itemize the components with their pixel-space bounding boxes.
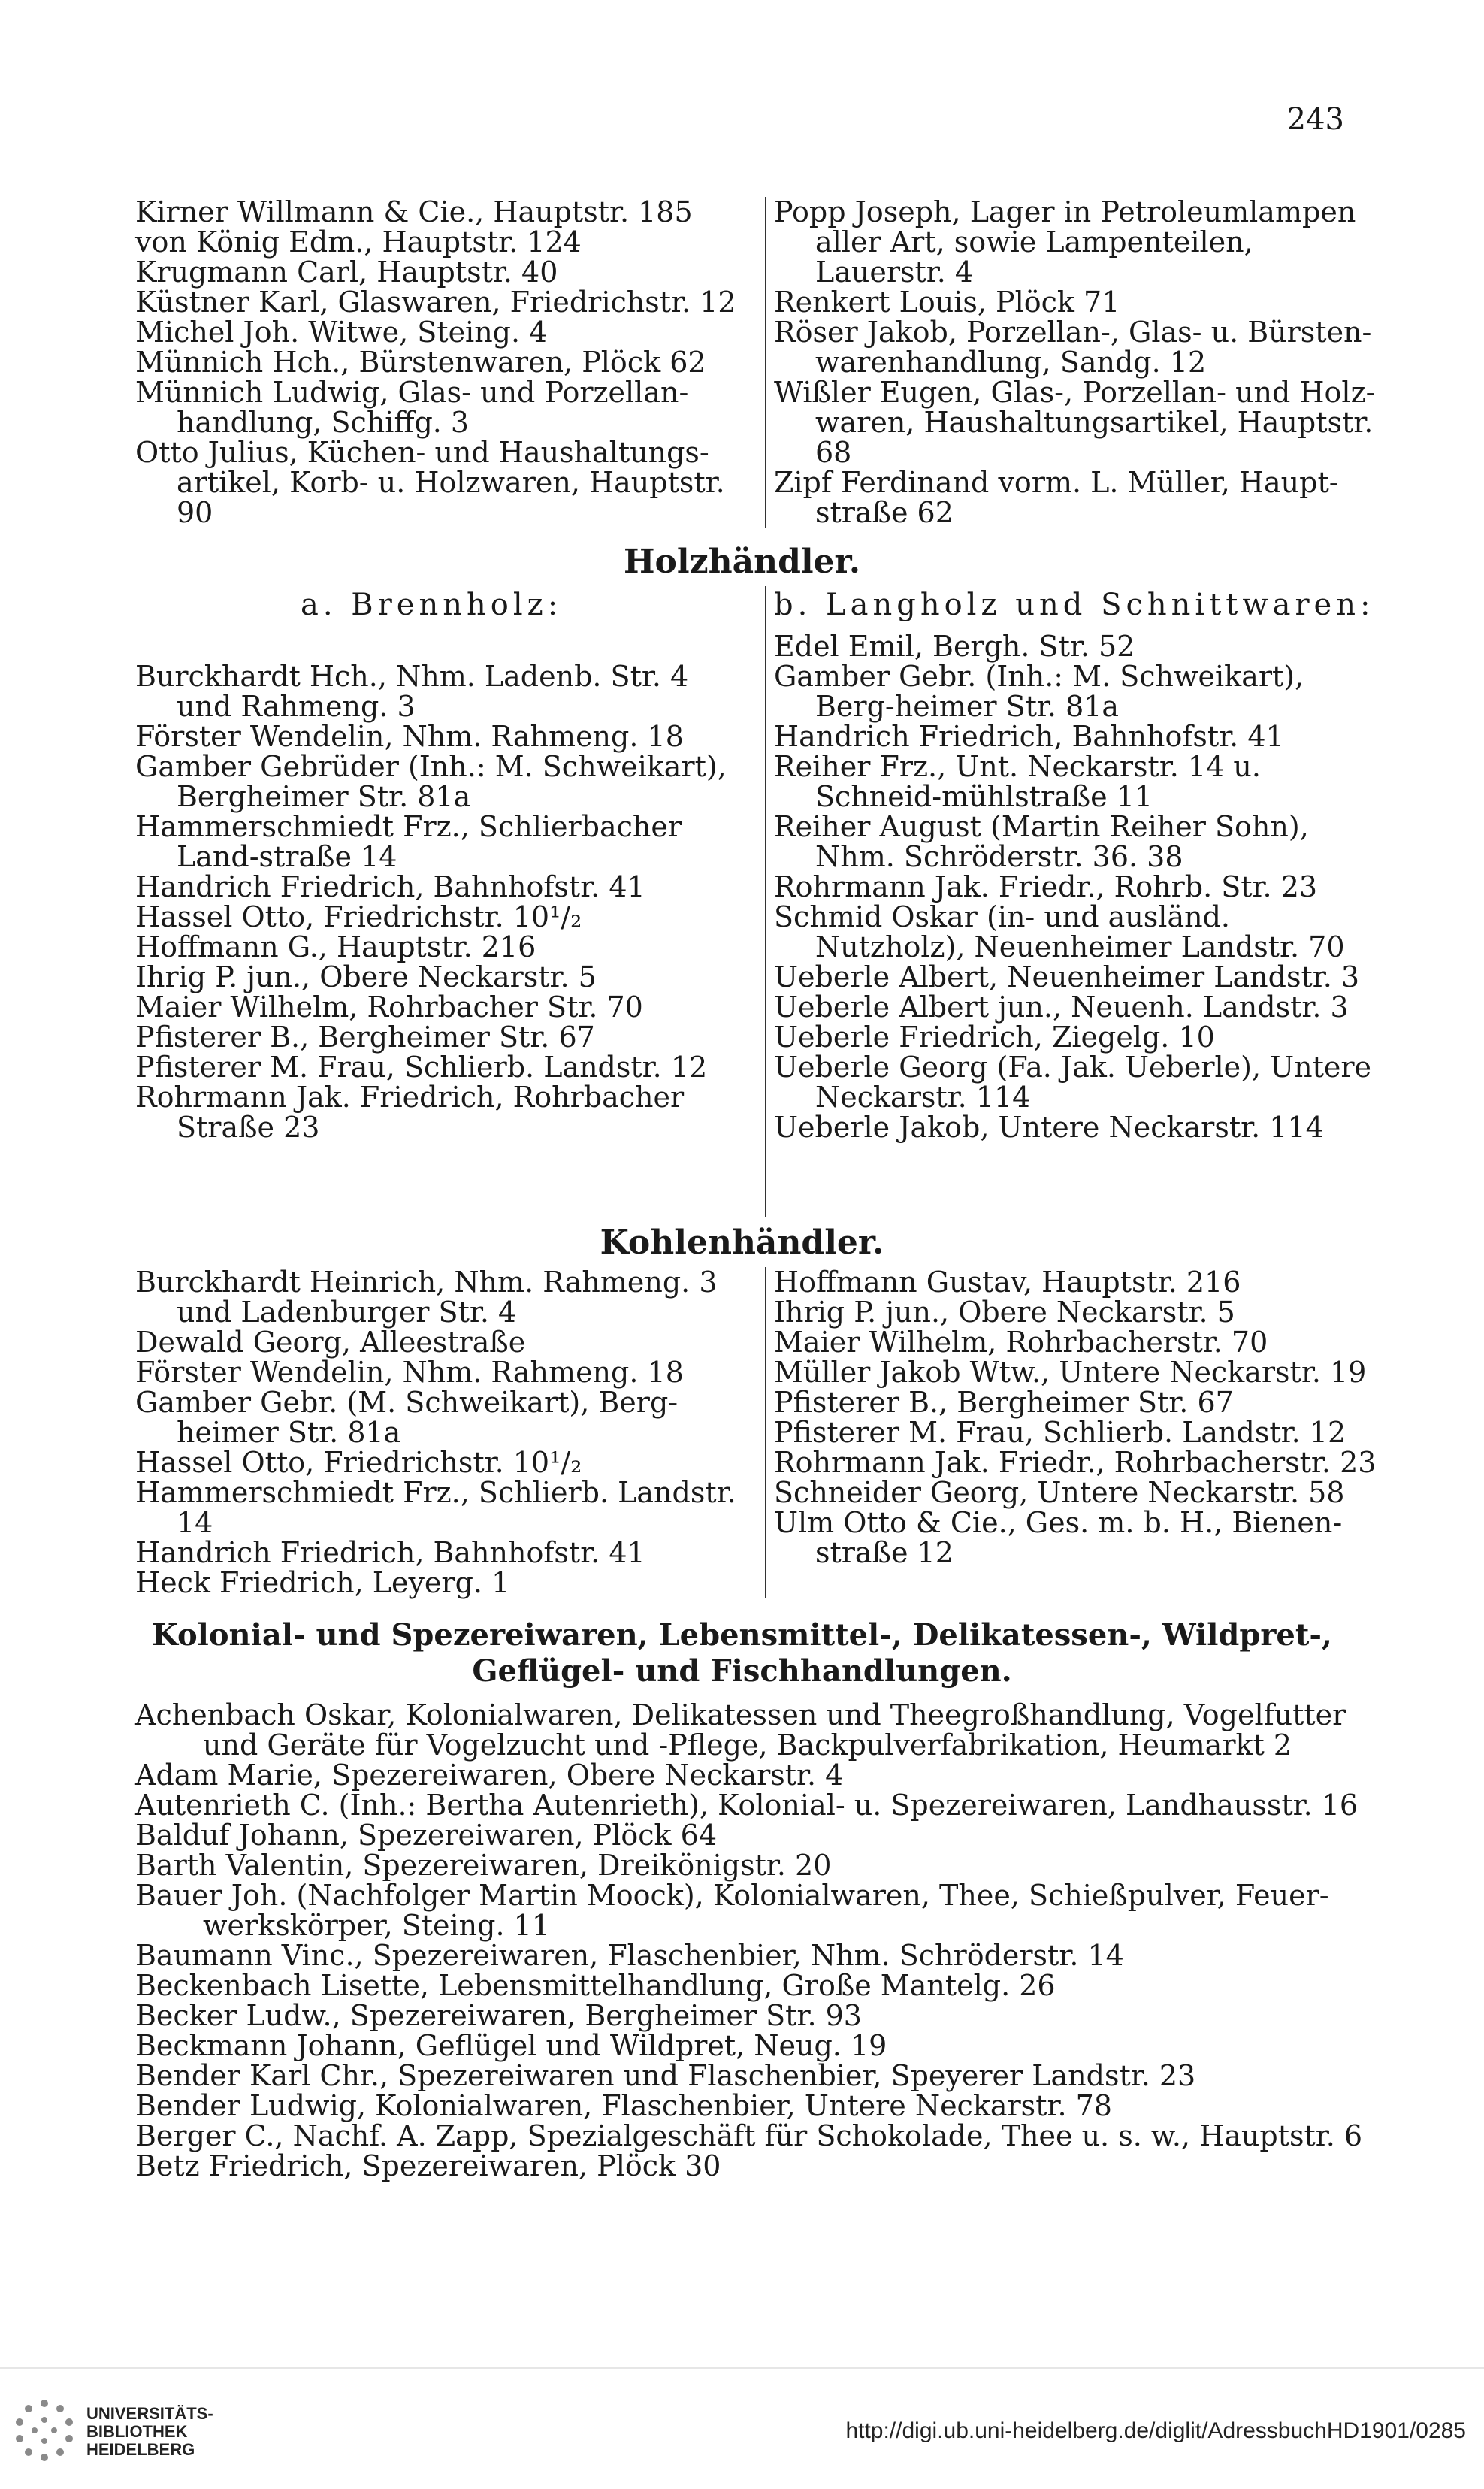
directory-entry: Ueberle Friedrich, Ziegelg. 10 (774, 1021, 1215, 1054)
directory-entry: Hoffmann Gustav, Hauptstr. 216 (774, 1266, 1241, 1299)
directory-entry: Ueberle Jakob, Untere Neckarstr. 114 (774, 1111, 1324, 1144)
library-logo-text (86, 2405, 213, 2459)
directory-entry: Barth Valentin, Spezereiwaren, Dreikönigstr. 20 (135, 1849, 832, 1882)
directory-entry: Renkert Louis, Plöck 71 (774, 286, 1120, 319)
directory-entry: Reiher August (Martin Reiher Sohn), Nhm. Schröderstr. 36. 38 (774, 810, 1309, 873)
section-heading-kohlenhaendler: Kohlenhändler. (600, 1223, 884, 1262)
directory-entry: Küstner Karl, Glaswaren, Friedrichstr. 12 (135, 286, 736, 319)
directory-entry: Beckmann Johann, Geflügel und Wildpret, Neug. 19 (135, 2029, 887, 2062)
directory-entry: Popp Joseph, Lager in Petroleumlampen aller Art, sowie Lampenteilen, Lauerstr. 4 (774, 195, 1356, 289)
directory-entry: Pfisterer B., Bergheimer Str. 67 (135, 1021, 595, 1054)
column-divider (765, 1267, 766, 1598)
directory-entry: Rohrmann Jak. Friedrich, Rohrbacher Straße 23 (135, 1081, 685, 1144)
directory-entry: Baumann Vinc., Spezereiwaren, Flaschenbier, Nhm. Schröderstr. 14 (135, 1939, 1124, 1972)
directory-entry: Pfisterer M. Frau, Schlierb. Landstr. 12 (135, 1051, 708, 1084)
directory-entry: Hassel Otto, Friedrichstr. 10¹/₂ (135, 1446, 582, 1479)
directory-entry: Adam Marie, Spezereiwaren, Obere Neckarstr. 4 (135, 1759, 844, 1792)
subheading-brennholz: a. Brennholz: (301, 588, 563, 622)
directory-entry: Gamber Gebrüder (Inh.: M. Schweikart), Bergheimer Str. 81a (135, 750, 727, 813)
footer-divider (0, 2367, 1484, 2369)
top-left-column (135, 197, 751, 528)
directory-entry: Pfisterer M. Frau, Schlierb. Landstr. 12 (774, 1416, 1346, 1449)
directory-entry: Bender Karl Chr., Spezereiwaren und Flaschenbier, Speyerer Landstr. 23 (135, 2059, 1196, 2092)
page-number: 243 (1286, 102, 1344, 137)
directory-entry: Bender Ludwig, Kolonialwaren, Flaschenbier, Untere Neckarstr. 78 (135, 2089, 1112, 2122)
directory-entry: Wißler Eugen, Glas-, Porzellan- und Holz-waren, Haushaltungsartikel, Hauptstr. 68 (774, 376, 1376, 469)
directory-entry: Gamber Gebr. (M. Schweikart), Berg-heimer Str. 81a (135, 1386, 679, 1449)
directory-entry: Becker Ludw., Spezereiwaren, Bergheimer Str. 93 (135, 1999, 862, 2032)
directory-entry: Münnich Ludwig, Glas- und Porzellan-handlung, Schiffg. 3 (135, 376, 689, 439)
top-right-column (774, 197, 1383, 528)
directory-entry: Schneider Georg, Untere Neckarstr. 58 (774, 1476, 1345, 1509)
kolonial-entry-list (135, 1700, 1398, 2181)
directory-entry: Achenbach Oskar, Kolonialwaren, Delikatessen und Theegroßhandlung, Vogelfutter und Geräte für Vogelzucht und -Pflege, Backpulverfabrikation, Heumarkt 2 (135, 1698, 1346, 1762)
directory-entry: Gamber Gebr. (Inh.: M. Schweikart), Berg-heimer Str. 81a (774, 660, 1304, 723)
directory-entry: Ulm Otto & Cie., Ges. m. b. H., Bienen-straße 12 (774, 1506, 1343, 1569)
directory-entry: Edel Emil, Bergh. Str. 52 (774, 630, 1135, 663)
directory-entry: Krugmann Carl, Hauptstr. 40 (135, 256, 558, 289)
directory-entry: Röser Jakob, Porzellan-, Glas- u. Bürsten-warenhandlung, Sandg. 12 (774, 316, 1372, 379)
column-divider (765, 586, 766, 1217)
directory-entry: Ueberle Georg (Fa. Jak. Ueberle), Untere Neckarstr. 114 (774, 1051, 1372, 1114)
directory-entry: Ihrig P. jun., Obere Neckarstr. 5 (135, 960, 597, 993)
directory-entry: Ueberle Albert, Neuenheimer Landstr. 3 (774, 960, 1360, 993)
directory-entry: Bauer Joh. (Nachfolger Martin Moock), Kolonialwaren, Thee, Schießpulver, Feuer-werkskörper, Steing. 11 (135, 1879, 1329, 1942)
section-heading-holzhaendler: Holzhändler. (623, 543, 861, 581)
directory-entry: Hassel Otto, Friedrichstr. 10¹/₂ (135, 900, 582, 933)
directory-entry: Maier Wilhelm, Rohrbacherstr. 70 (774, 1326, 1268, 1359)
source-url-link[interactable]: http://digi.ub.uni-heidelberg.de/diglit/AdressbuchHD1901/0285 (845, 2418, 1466, 2443)
directory-entry: Handrich Friedrich, Bahnhofstr. 41 (135, 1536, 645, 1569)
holz-left-column (135, 661, 751, 1142)
directory-entry: Rohrmann Jak. Friedr., Rohrb. Str. 23 (774, 870, 1318, 903)
subheading-langholz: b. Langholz und Schnittwaren: (774, 588, 1375, 622)
directory-entry: Ueberle Albert jun., Neuenh. Landstr. 3 (774, 990, 1349, 1024)
directory-entry: Burckhardt Hch., Nhm. Ladenb. Str. 4 und Rahmeng. 3 (135, 660, 689, 723)
kohlen-right-column (774, 1267, 1383, 1568)
footer-bar (0, 2367, 1484, 2489)
section-heading-kolonial-line1: Kolonial- und Spezereiwaren, Lebensmittel-, Delikatessen-, Wildpret-, (152, 1617, 1332, 1653)
directory-entry: von König Edm., Hauptstr. 124 (135, 225, 582, 259)
directory-entry: Schmid Oskar (in- und ausländ. Nutzholz), Neuenheimer Landstr. 70 (774, 900, 1345, 963)
directory-entry: Münnich Hch., Bürstenwaren, Plöck 62 (135, 346, 706, 379)
directory-entry: Pfisterer B., Bergheimer Str. 67 (774, 1386, 1234, 1419)
holz-right-column (774, 631, 1383, 1142)
directory-entry: Balduf Johann, Spezereiwaren, Plöck 64 (135, 1819, 717, 1852)
directory-entry: Hammerschmiedt Frz., Schlierb. Landstr. 14 (135, 1476, 736, 1539)
directory-entry: Zipf Ferdinand vorm. L. Müller, Haupt-straße 62 (774, 466, 1339, 529)
directory-entry: Reiher Frz., Unt. Neckarstr. 14 u. Schneid-mühlstraße 11 (774, 750, 1261, 813)
directory-entry: Michel Joh. Witwe, Steing. 4 (135, 316, 548, 349)
logo-text-line: UNIVERSITÄTS- (86, 2404, 213, 2423)
logo-text-line: HEIDELBERG (86, 2440, 195, 2459)
directory-entry: Burckhardt Heinrich, Nhm. Rahmeng. 3 und Ladenburger Str. 4 (135, 1266, 718, 1329)
logo-text-line: BIBLIOTHEK (86, 2422, 188, 2441)
directory-entry: Dewald Georg, Alleestraße (135, 1326, 526, 1359)
directory-entry: Hammerschmiedt Frz., Schlierbacher Land-straße 14 (135, 810, 682, 873)
directory-entry: Betz Friedrich, Spezereiwaren, Plöck 30 (135, 2149, 721, 2182)
directory-entry: Maier Wilhelm, Rohrbacher Str. 70 (135, 990, 643, 1024)
kohlen-left-column (135, 1267, 751, 1598)
library-logo-icon (11, 2397, 78, 2465)
directory-entry: Förster Wendelin, Nhm. Rahmeng. 18 (135, 720, 684, 753)
directory-entry: Ihrig P. jun., Obere Neckarstr. 5 (774, 1296, 1235, 1329)
directory-entry: Handrich Friedrich, Bahnhofstr. 41 (774, 720, 1284, 753)
directory-entry: Förster Wendelin, Nhm. Rahmeng. 18 (135, 1356, 684, 1389)
directory-entry: Müller Jakob Wtw., Untere Neckarstr. 19 (774, 1356, 1367, 1389)
directory-entry: Beckenbach Lisette, Lebensmittelhandlung, Große Mantelg. 26 (135, 1969, 1056, 2002)
directory-entry: Hoffmann G., Hauptstr. 216 (135, 930, 536, 963)
directory-entry: Handrich Friedrich, Bahnhofstr. 41 (135, 870, 645, 903)
column-divider (765, 197, 766, 528)
directory-entry: Heck Friedrich, Leyerg. 1 (135, 1566, 510, 1599)
directory-entry: Berger C., Nachf. A. Zapp, Spezialgeschäft für Schokolade, Thee u. s. w., Hauptstr. 6 (135, 2119, 1363, 2152)
directory-entry: Autenrieth C. (Inh.: Bertha Autenrieth), Kolonial- u. Spezereiwaren, Landhausstr. 16 (135, 1789, 1359, 1822)
directory-entry: Kirner Willmann & Cie., Hauptstr. 185 (135, 195, 693, 228)
directory-entry: Otto Julius, Küchen- und Haushaltungs-artikel, Korb- u. Holzwaren, Hauptstr. 90 (135, 436, 725, 529)
section-heading-kolonial-line2: Geflügel- und Fischhandlungen. (472, 1653, 1012, 1689)
directory-entry: Rohrmann Jak. Friedr., Rohrbacherstr. 23 (774, 1446, 1377, 1479)
